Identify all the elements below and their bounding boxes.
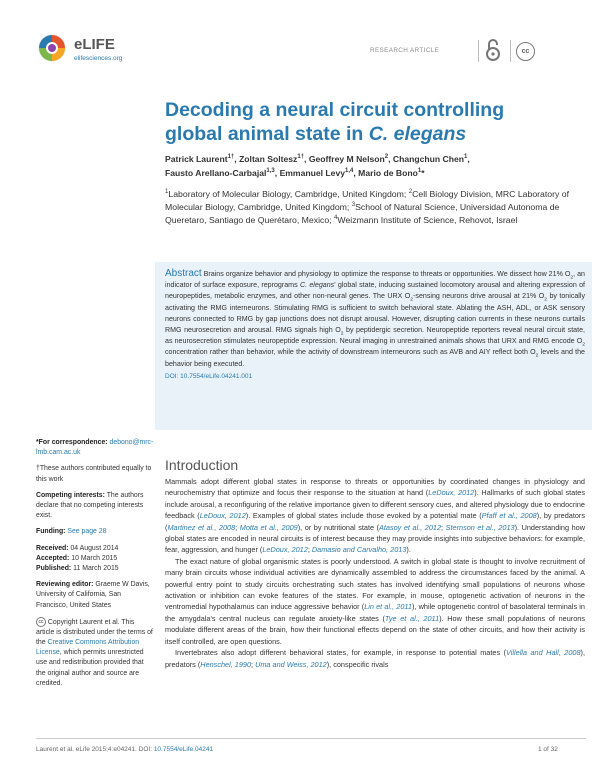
reference-link[interactable]: LeDoux, 2012 — [199, 511, 246, 521]
article-info-sidebar — [36, 438, 154, 689]
copyright: cc Copyright Laurent et al. This article is distributed under the terms of the Creative Commons Attribution License, which permits unrestricted use and redistribution provided that the original author and source are credited. — [36, 618, 153, 687]
logo-name: eLIFE — [74, 36, 115, 53]
intro-paragraph-2: The exact nature of global organismic states is poorly understood. A switch in global state is thought to involve recruitment of many brain circuits whose individual activities are dynamically assembled to address the circumstances faced by the animal. A powerful entry point to study circuits orchestrating such states has involved identifying small populations of neurons whose activation or inhibition can evoke features of the states. For example, in mouse, optogenetic activation of neurons in the ventromedial hypothalamus can induce aggressive behavior (Lin et al., 2011), while optogenetic control of basolateral terminals in the amygdala's central nucleus can regulate anxiety-like states (Tye et al., 2011). How these small populations of neurons modulate different areas of the brain, how their functional effects depend on the state of other circuits, and how their activity is itself controlled, are open questions. — [165, 556, 585, 646]
author-name: Patrick Laurent — [165, 154, 228, 164]
footer-citation: Laurent et al. eLife 2015;4:e04241. DOI: 10.7554/eLife.04241 — [36, 746, 214, 753]
reference-link[interactable]: LeDoux, 2012 — [262, 545, 308, 555]
affiliation: Laboratory of Molecular Biology, Cambridge, United Kingdom; — [168, 189, 409, 199]
reference-link[interactable]: LeDoux, 2012 — [428, 488, 475, 498]
cc-icon — [516, 42, 535, 61]
intro-paragraph-3: Invertebrates also adopt different behavioral states, for example, in response to potential mates (Villella and Hall, 2008), predators (Henschel, 1990; Uma and Weiss, 2012), conspecific rivals — [165, 648, 585, 669]
reference-link[interactable]: Atasoy et al., 2012 — [379, 522, 442, 532]
correspondence: *For correspondence: debono@mrc-lmb.cam.ac.uk — [36, 439, 154, 457]
cc-license-link[interactable]: Creative Commons Attribution License — [36, 639, 140, 657]
page-number: 1 of 32 — [538, 746, 558, 753]
affiliations: $^1$Laboratory of Molecular Biology, Cambridge, United Kingdom; $^2$Cell Biology Division, MRC Laboratory of Molecular Biology, Cambridge, United Kingdom; $^3$School of Natural Science, Universidad Autonoma de Queretaro, Santiago de Querétaro, Mexico; $^4$Weizmann Institute of Science, Rehovot, Israel — [165, 188, 570, 225]
intro-paragraph-1: Mammals adopt different global states in response to threats or opportunities by coordinated changes in physiology and neurochemistry that optimize and focus their response to the situation at hand (LeDoux, 2012). Hallmarks of such global states include arousal, a reconfiguring of the relative importance given to different sensory cues, and altered physiology due to endocrine feedback (LeDoux, 2012). Examples of global states include those evoked by a potential mate (Pfaff et al., 2008), by predators (Martinez et al., 2008; Motta et al., 2009), or by nutritional state (Atasoy et al., 2012; Sternson et al., 2013). Understanding how global states are encoded in neural circuits is of interest because they may provide insights into subjective behaviors: for example, fear, aggression, and hunger (LeDoux, 2012; Damasio and Carvalho, 2013). — [165, 477, 586, 555]
reference-link[interactable]: Damasio and Carvalho, 2013 — [311, 545, 407, 555]
reference-link[interactable]: Henschel, 1990 — [200, 659, 252, 669]
author-name: Zoltan Soltesz — [239, 154, 298, 164]
title-line-1: Decoding a neural circuit controlling — [165, 99, 505, 121]
reviewing-editor: Reviewing editor: Graeme W Davis, University of California, San Francisco, United States — [36, 581, 150, 609]
funding: Funding: See page 28 — [36, 528, 107, 536]
logo-url[interactable]: elifesciences.org — [74, 55, 123, 62]
page-title — [165, 98, 585, 146]
author-name: Mario de Bono — [358, 168, 418, 178]
introduction-body — [165, 476, 585, 670]
abstract-text: Abstract Brains organize behavior and physiology to optimize the response to threats or opportunities. We dissect how 21% $O_2$, an indicator of surface exposure, reprograms C. elegans' global state, inducing sustained locomotory arousal and altering expression of neuropeptides, metabolic enzymes, and other non-neural genes. The URX $O_2$-sensing neurons drive arousal at 21% $O_2$ by tonically activating the RMG interneurons. Stimulating RMG is sufficient to switch behavioral state. Ablating the ASH, ADL, or ASK sensory neurons connected to RMG by gap junctions does not disrupt arousal. However, disrupting cation currents in these neurons curtails RMG neurosecretion and arousal. RMG signals high $O_2$ by peptidergic secretion. Neuropeptide reporters reveal neural circuit state, as neurosecretion stimulates neuropeptide expression. Neural imaging in unrestrained animals shows that URX and RMG encode $O_2$ concentration rather than behavior, while the activity of downstream interneurons such as AVB and AIY reflect both $O_2$ levels and the behavior being executed. DOI: 10.7554/eLife.04241.001 — [165, 268, 585, 382]
author-name: Geoffrey M Nelson — [308, 154, 385, 164]
author-list: Patrick Laurent$^{1\dagger}$, Zoltan Soltesz$^{1\dagger}$, Geoffrey M Nelson$^2$, Changchun Chen$^1$, Fausto Arellano-Carbajal$^{1,3}$, Emmanuel Levy$^{1,4}$, Mario de Bono$^1$* — [165, 154, 470, 178]
elife-logo[interactable] — [36, 30, 156, 70]
affiliation: Weizmann Institute of Science, Rehovot, Israel — [337, 215, 518, 225]
equal-contribution: †These authors contributed equally to this work — [36, 465, 152, 483]
author-name: Fausto Arellano-Carbajal — [165, 168, 267, 178]
author-name: Changchun Chen — [392, 154, 465, 164]
reference-link[interactable]: Martinez et al., 2008 — [167, 522, 236, 532]
correspondence-email[interactable]: debono@mrc-lmb.cam.ac.uk — [36, 439, 154, 457]
introduction-heading: Introduction — [165, 457, 239, 473]
author-name: Emmanuel Levy — [279, 168, 345, 178]
header-divider — [478, 40, 479, 62]
reference-link[interactable]: Sternson et al., 2013 — [445, 522, 515, 532]
affiliation: School of Natural Science, Universidad Autonoma de Queretaro, Santiago de Querétaro, Mexico; — [165, 202, 560, 225]
published-date: Published: 11 March 2015 — [36, 565, 119, 573]
reference-link[interactable]: Villella and Hall, 2008 — [506, 648, 581, 658]
received-date: Received: 04 August 2014 — [36, 544, 119, 552]
reference-link[interactable]: Uma and Weiss, 2012 — [255, 659, 327, 669]
copyright-icon: cc — [36, 617, 46, 627]
reference-link[interactable]: Pfaff et al., 2008 — [481, 511, 537, 521]
footer-doi-link[interactable]: 10.7554/eLife.04241 — [153, 746, 214, 753]
open-access-icon — [485, 38, 501, 67]
footer-rule — [36, 738, 586, 739]
article-type: RESEARCH ARTICLE — [370, 47, 440, 54]
abstract-doi-link[interactable]: DOI: 10.7554/eLife.04241.001 — [165, 372, 253, 380]
header-divider-2 — [510, 40, 511, 62]
competing-interests: Competing interests: The authors declare that no competing interests exist. — [36, 491, 144, 520]
elife-logo-icon — [36, 32, 68, 64]
reference-link[interactable]: Motta et al., 2009 — [239, 522, 298, 532]
cc-label: cc — [521, 48, 530, 55]
affiliation: Cell Biology Division, MRC Laboratory of Molecular Biology, Cambridge, United Kingdom; — [165, 189, 570, 212]
reference-link[interactable]: Tye et al., 2011 — [384, 613, 440, 623]
accepted-date: Accepted: 10 March 2015 — [36, 554, 118, 562]
reference-link[interactable]: Lin et al., 2011 — [364, 602, 412, 612]
funding-link[interactable]: See page 28 — [65, 528, 107, 536]
abstract-heading: Abstract — [165, 268, 202, 279]
title-line-2: global animal state in C. elegans — [165, 123, 467, 145]
